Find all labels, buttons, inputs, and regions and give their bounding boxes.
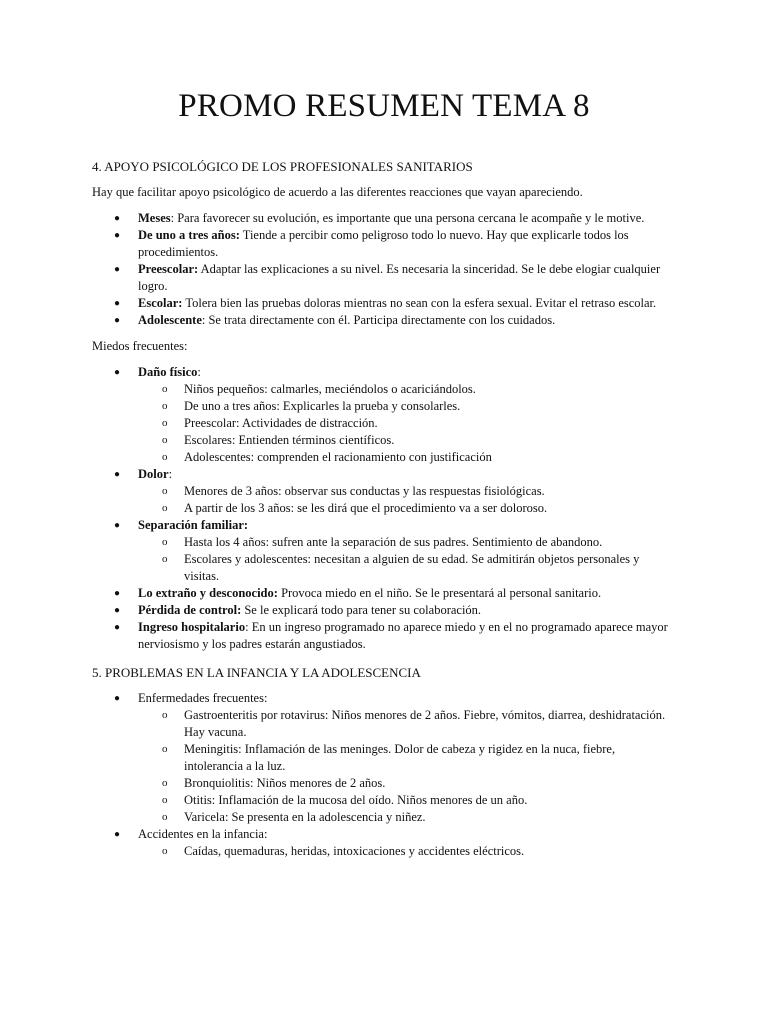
circle-bullet-icon: o — [162, 383, 168, 395]
bullet-icon: ● — [114, 264, 121, 275]
section-4-heading: 4. APOYO PSICOLÓGICO DE LOS PROFESIONALES SANITARIOS — [92, 159, 473, 174]
bullet-icon: ● — [114, 367, 121, 378]
bullet-icon: ● — [114, 622, 121, 633]
item-sep: : — [197, 365, 201, 379]
list-item — [92, 585, 676, 602]
list-item — [92, 619, 676, 653]
list-item — [92, 826, 676, 860]
circle-bullet-icon: o — [162, 434, 168, 446]
sub-item-text: Gastroenteritis por rotavirus: Niños menores de 2 años. Fiebre, vómitos, diarrea, deshidratación. Hay vacuna. — [184, 708, 666, 739]
sub-list-item — [138, 843, 676, 860]
section-5-heading: 5. PROBLEMAS EN LA INFANCIA Y LA ADOLESCENCIA — [92, 665, 421, 680]
circle-bullet-icon: o — [162, 743, 168, 755]
sub-list-item — [138, 483, 676, 500]
bullet-icon: ● — [114, 230, 121, 241]
item-term: Dolor — [138, 467, 169, 481]
sub-item-text: A partir de los 3 años: se les dirá que el procedimiento va a ser doloroso. — [184, 501, 548, 515]
fears-intro: Miedos frecuentes: — [92, 339, 188, 353]
circle-bullet-icon: o — [162, 709, 168, 721]
sub-list-item — [138, 500, 676, 517]
bullet-icon: ● — [114, 605, 121, 616]
sub-item-text: Meningitis: Inflamación de las meninges. Dolor de cabeza y rigidez en la nuca, fiebre, intolerancia a la luz. — [184, 742, 616, 773]
circle-bullet-icon: o — [162, 536, 168, 548]
item-term: Escolar: — [138, 296, 183, 310]
item-text: En un ingreso programado no aparece miedo y en el no programado aparece mayor nerviosismo y los padres estarán angustiados. — [138, 620, 668, 651]
item-sep: : — [201, 313, 206, 327]
sub-list-item — [138, 534, 676, 551]
item-term: Lo extraño y desconocido: — [138, 586, 278, 600]
bullet-icon: ● — [114, 588, 121, 599]
sub-item-text: Hasta los 4 años: sufren ante la separación de sus padres. Sentimiento de abandono. — [184, 535, 603, 549]
circle-bullet-icon: o — [162, 451, 168, 463]
item-text: Adaptar las explicaciones a su nivel. Es necesaria la sinceridad. Se le debe elogiar cualquier logro. — [138, 262, 661, 293]
bullet-icon: ● — [114, 469, 121, 480]
sub-item-text: Bronquiolitis: Niños menores de 2 años. — [184, 776, 386, 790]
sub-list-item — [138, 398, 676, 415]
sub-list — [138, 843, 676, 860]
circle-bullet-icon: o — [162, 400, 168, 412]
sub-list-item — [138, 741, 676, 775]
item-term: Meses — [138, 211, 171, 225]
sub-list-item — [138, 415, 676, 432]
sub-list-item — [138, 775, 676, 792]
document-title: PROMO RESUMEN TEMA 8 — [178, 88, 590, 124]
section-4-intro: Hay que facilitar apoyo psicológico de acuerdo a las diferentes reacciones que vayan apareciendo. — [92, 185, 583, 199]
circle-bullet-icon: o — [162, 502, 168, 514]
sub-list-item — [138, 551, 676, 585]
item-text: Para favorecer su evolución, es importante que una persona cercana le acompañe y le motive. — [174, 211, 645, 225]
circle-bullet-icon: o — [162, 845, 168, 857]
item-text: Se trata directamente con él. Participa directamente con los cuidados. — [205, 313, 556, 327]
list-item — [92, 364, 676, 466]
item-sep: : — [245, 620, 249, 634]
sub-item-text: Niños pequeños: calmarles, meciéndolos o acariciándolos. — [184, 382, 476, 396]
item-text: Tolera bien las pruebas doloras mientras no sean con la esfera sexual. Evitar el retraso escolar. — [182, 296, 657, 310]
circle-bullet-icon: o — [162, 553, 168, 565]
sub-item-text: Escolares: Entienden términos científicos. — [184, 433, 395, 447]
fears-list — [92, 364, 676, 653]
sub-item-text: De uno a tres años: Explicarles la prueba y consolarles. — [184, 399, 461, 413]
sub-list — [138, 381, 676, 466]
bullet-icon: ● — [114, 213, 121, 224]
sub-item-text: Otitis: Inflamación de la mucosa del oído. Niños menores de un año. — [184, 793, 528, 807]
item-term: Separación familiar: — [138, 518, 249, 532]
list-item — [92, 295, 676, 312]
circle-bullet-icon: o — [162, 777, 168, 789]
list-item — [92, 602, 676, 619]
sub-item-text: Varicela: Se presenta en la adolescencia y niñez. — [184, 810, 426, 824]
list-item — [92, 210, 676, 227]
sub-item-text: Adolescentes: comprenden el racionamiento con justificación — [184, 450, 492, 464]
bullet-icon: ● — [114, 829, 121, 840]
sub-item-text: Menores de 3 años: observar sus conductas y las respuestas fisiológicas. — [184, 484, 545, 498]
item-term: Preescolar: — [138, 262, 199, 276]
item-sep: : — [170, 211, 175, 225]
sub-list-item — [138, 432, 676, 449]
bullet-icon: ● — [114, 520, 121, 531]
sub-item-text: Caídas, quemaduras, heridas, intoxicaciones y accidentes eléctricos. — [184, 844, 525, 858]
bullet-icon: ● — [114, 315, 121, 326]
list-item — [92, 261, 676, 295]
item-text: Provoca miedo en el niño. Se le presentará al personal sanitario. — [277, 586, 602, 600]
list-item — [92, 312, 676, 329]
sub-list-item — [138, 792, 676, 809]
problems-list — [92, 690, 676, 860]
age-list — [92, 210, 676, 329]
list-item — [92, 227, 676, 261]
list-item — [92, 466, 676, 517]
item-term: Daño físico — [138, 365, 198, 379]
item-label: Accidentes en la infancia: — [138, 827, 268, 841]
sub-list-item — [138, 449, 676, 466]
item-term: De uno a tres años: — [138, 228, 240, 242]
sub-list — [138, 483, 676, 517]
item-sep: : — [168, 467, 173, 481]
circle-bullet-icon: o — [162, 811, 168, 823]
item-term: Pérdida de control: — [138, 603, 242, 617]
sub-list — [138, 534, 676, 585]
circle-bullet-icon: o — [162, 794, 168, 806]
item-text: Se le explicará todo para tener su colaboración. — [241, 603, 482, 617]
list-item — [92, 517, 676, 585]
bullet-icon: ● — [114, 693, 121, 704]
sub-list-item — [138, 381, 676, 398]
item-term: Ingreso hospitalario — [138, 620, 246, 634]
item-text: Tiende a percibir como peligroso todo lo nuevo. Hay que explicarle todos los procedimientos. — [138, 228, 629, 259]
list-item — [92, 690, 676, 826]
circle-bullet-icon: o — [162, 417, 168, 429]
sub-list-item — [138, 707, 676, 741]
sub-item-text: Escolares y adolescentes: necesitan a alguien de su edad. Se admitirán objetos personales y visitas. — [184, 552, 640, 583]
circle-bullet-icon: o — [162, 485, 168, 497]
bullet-icon: ● — [114, 298, 121, 309]
sub-list — [138, 707, 676, 826]
item-term: Adolescente — [138, 313, 202, 327]
sub-item-text: Preescolar: Actividades de distracción. — [184, 416, 378, 430]
item-label: Enfermedades frecuentes: — [138, 691, 268, 705]
sub-list-item — [138, 809, 676, 826]
